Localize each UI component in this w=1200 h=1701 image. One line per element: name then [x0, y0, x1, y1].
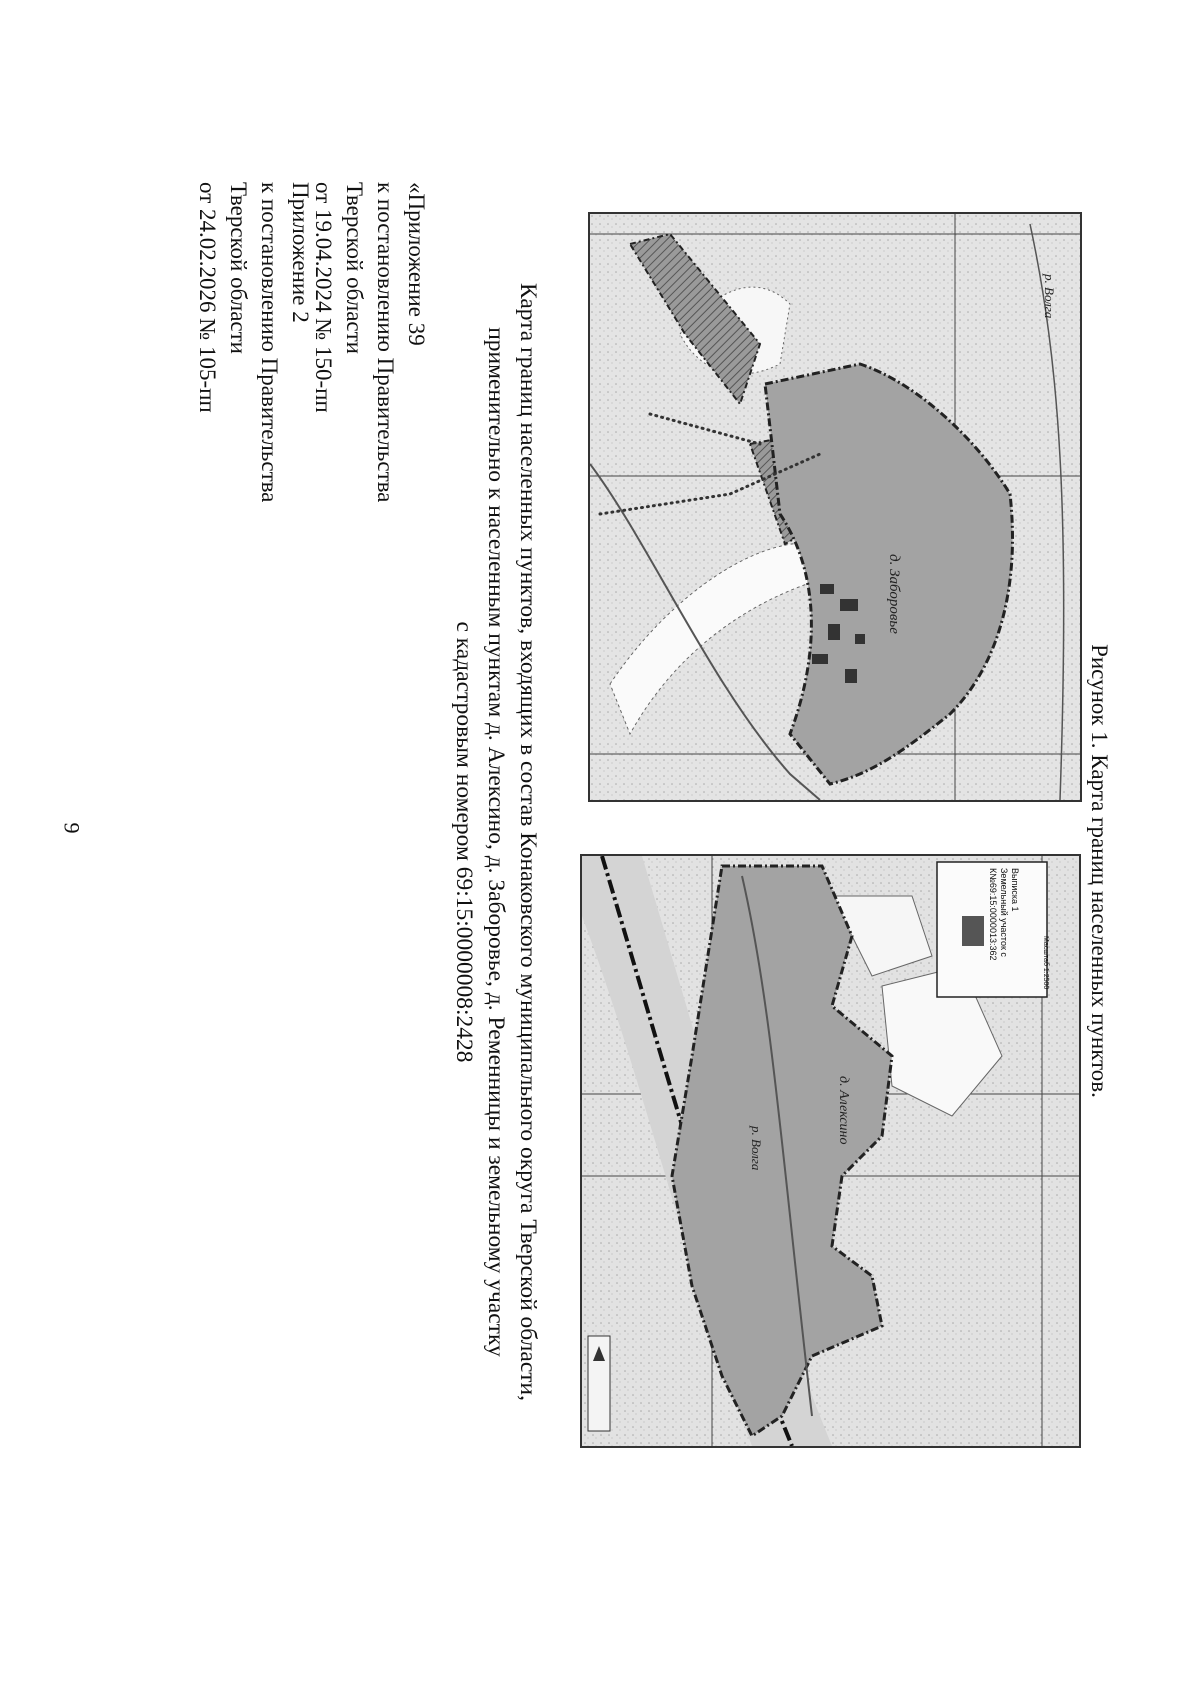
inset-line: К№69:15:0000013:362: [988, 868, 998, 961]
figure-caption: Рисунок 1. Карта границ населенных пунктов.: [1087, 644, 1112, 1098]
appendix-line: от 24.02.2026 № 105-пп: [195, 182, 220, 413]
map-aleksino-drawing: [582, 856, 1079, 1446]
map-zaborovye: [588, 212, 1082, 802]
page-number: 9: [59, 822, 85, 834]
map-title-line: Карта границ населенных пунктов, входящих в состав Конаковского муниципального округа Тверской области,: [515, 283, 541, 1401]
inset-scale: Масштаб 1:2500: [1042, 936, 1049, 990]
village-label: д. Алексино: [836, 1076, 851, 1145]
river-label: р. Волга: [1042, 274, 1057, 319]
appendix-line: Приложение 2: [288, 182, 313, 323]
inset-line: Выписка 1: [1010, 868, 1020, 912]
legend-mark: [588, 1336, 610, 1431]
village-label: д. Заборовье: [886, 554, 902, 634]
map-title: [424, 182, 544, 1502]
inset-line: Земельный участок с: [999, 868, 1009, 957]
appendix-line: к постановлению Правительства: [257, 182, 282, 503]
river-label: р. Волга: [749, 1126, 764, 1171]
appendix-block: [190, 182, 316, 662]
previous-appendix-block: [306, 182, 432, 652]
map-title-line: применительно к населенным пунктам д. Алексино, д. Заборовье, д. Ременницы и земельному участку: [483, 327, 509, 1357]
appendix-line: Тверской области: [226, 182, 251, 354]
appendix-line: к постановлению Правительства: [373, 182, 398, 503]
appendix-line: Тверской области: [342, 182, 367, 354]
appendix-line: «Приложение 39: [404, 182, 429, 346]
map-zaborovye-drawing: [590, 214, 1080, 800]
inset-plot: [962, 916, 984, 946]
map-title-line: с кадастровым номером 69:15:0000008:2428: [451, 621, 477, 1063]
appendix-line: от 19.04.2024 № 150-пп: [311, 182, 336, 413]
map-aleksino: [580, 854, 1081, 1448]
